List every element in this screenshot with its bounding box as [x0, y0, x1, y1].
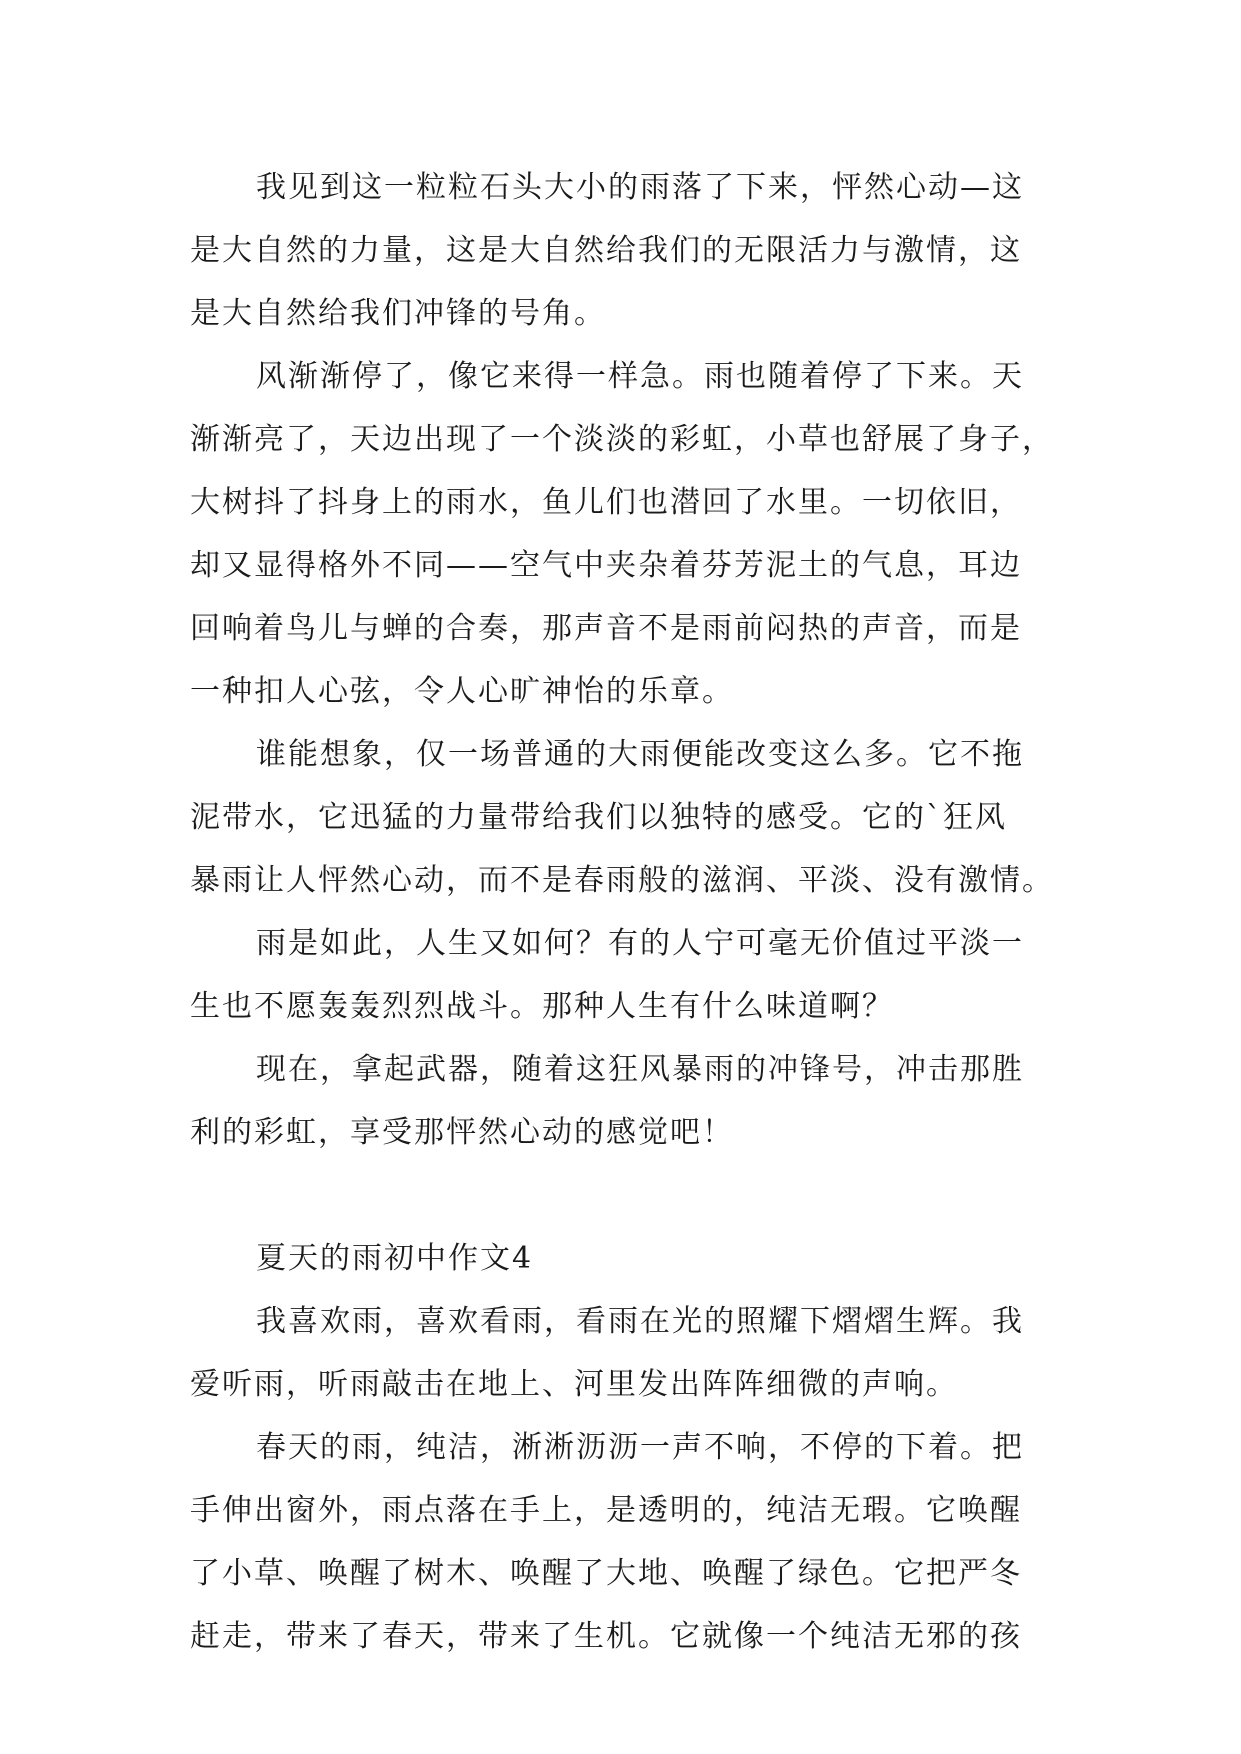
text-line: 赶走，带来了春天，带来了生机。它就像一个纯洁无邪的孩 [190, 1619, 1022, 1654]
text-line: 渐渐亮了，天边出现了一个淡淡的彩虹，小草也舒展了身子， [190, 422, 1054, 457]
blank-line [190, 1164, 1050, 1227]
section-heading: 夏天的雨初中作文4 [256, 1241, 534, 1276]
paragraph [190, 1038, 1050, 1164]
text-line: 我见到这一粒粒石头大小的雨落了下来，怦然心动—这 [256, 170, 1024, 205]
text-line: 是大自然给我们冲锋的号角。 [190, 296, 606, 331]
text-line: 了小草、唤醒了树木、唤醒了大地、唤醒了绿色。它把严冬 [190, 1556, 1022, 1591]
text-line: 谁能想象，仅一场普通的大雨便能改变这么多。它不拖 [256, 737, 1024, 772]
text-line: 泥带水，它迅猛的力量带给我们以独特的感受。它的`狂风 [190, 800, 1007, 835]
text-line: 春天的雨，纯洁，淅淅沥沥一声不响，不停的下着。把 [256, 1430, 1024, 1465]
text-line: 却又显得格外不同——空气中夹杂着芬芳泥土的气息，耳边 [190, 548, 1022, 583]
text-line: 手伸出窗外，雨点落在手上，是透明的，纯洁无瑕。它唤醒 [190, 1493, 1022, 1528]
paragraph [190, 723, 1054, 912]
text-line: 大树抖了抖身上的雨水，鱼儿们也潜回了水里。一切依旧， [190, 485, 1022, 520]
text-line: 是大自然的力量，这是大自然给我们的无限活力与激情，这 [190, 233, 1022, 268]
text-line: 利的彩虹，享受那怦然心动的感觉吧！ [190, 1115, 734, 1150]
paragraph [190, 1290, 1050, 1416]
text-line: 我喜欢雨，喜欢看雨，看雨在光的照耀下熠熠生辉。我 [256, 1304, 1024, 1339]
text-line: 雨是如此，人生又如何？有的人宁可毫无价值过平淡一 [256, 926, 1024, 961]
paragraph [190, 912, 1050, 1038]
document-body [190, 156, 1054, 1668]
text-line: 回响着鸟儿与蝉的合奏，那声音不是雨前闷热的声音，而是 [190, 611, 1022, 646]
text-line: 生也不愿轰轰烈烈战斗。那种人生有什么味道啊？ [190, 989, 894, 1024]
paragraph [190, 156, 1050, 345]
text-line: 爱听雨，听雨敲击在地上、河里发出阵阵细微的声响。 [190, 1367, 958, 1402]
paragraph [190, 345, 1054, 723]
text-line: 现在，拿起武器，随着这狂风暴雨的冲锋号，冲击那胜 [256, 1052, 1024, 1087]
text-line: 一种扣人心弦，令人心旷神怡的乐章。 [190, 674, 734, 709]
text-line: 风渐渐停了，像它来得一样急。雨也随着停了下来。天 [256, 359, 1024, 394]
text-line: 暴雨让人怦然心动，而不是春雨般的滋润、平淡、没有激情。 [190, 863, 1054, 898]
paragraph [190, 1416, 1050, 1668]
